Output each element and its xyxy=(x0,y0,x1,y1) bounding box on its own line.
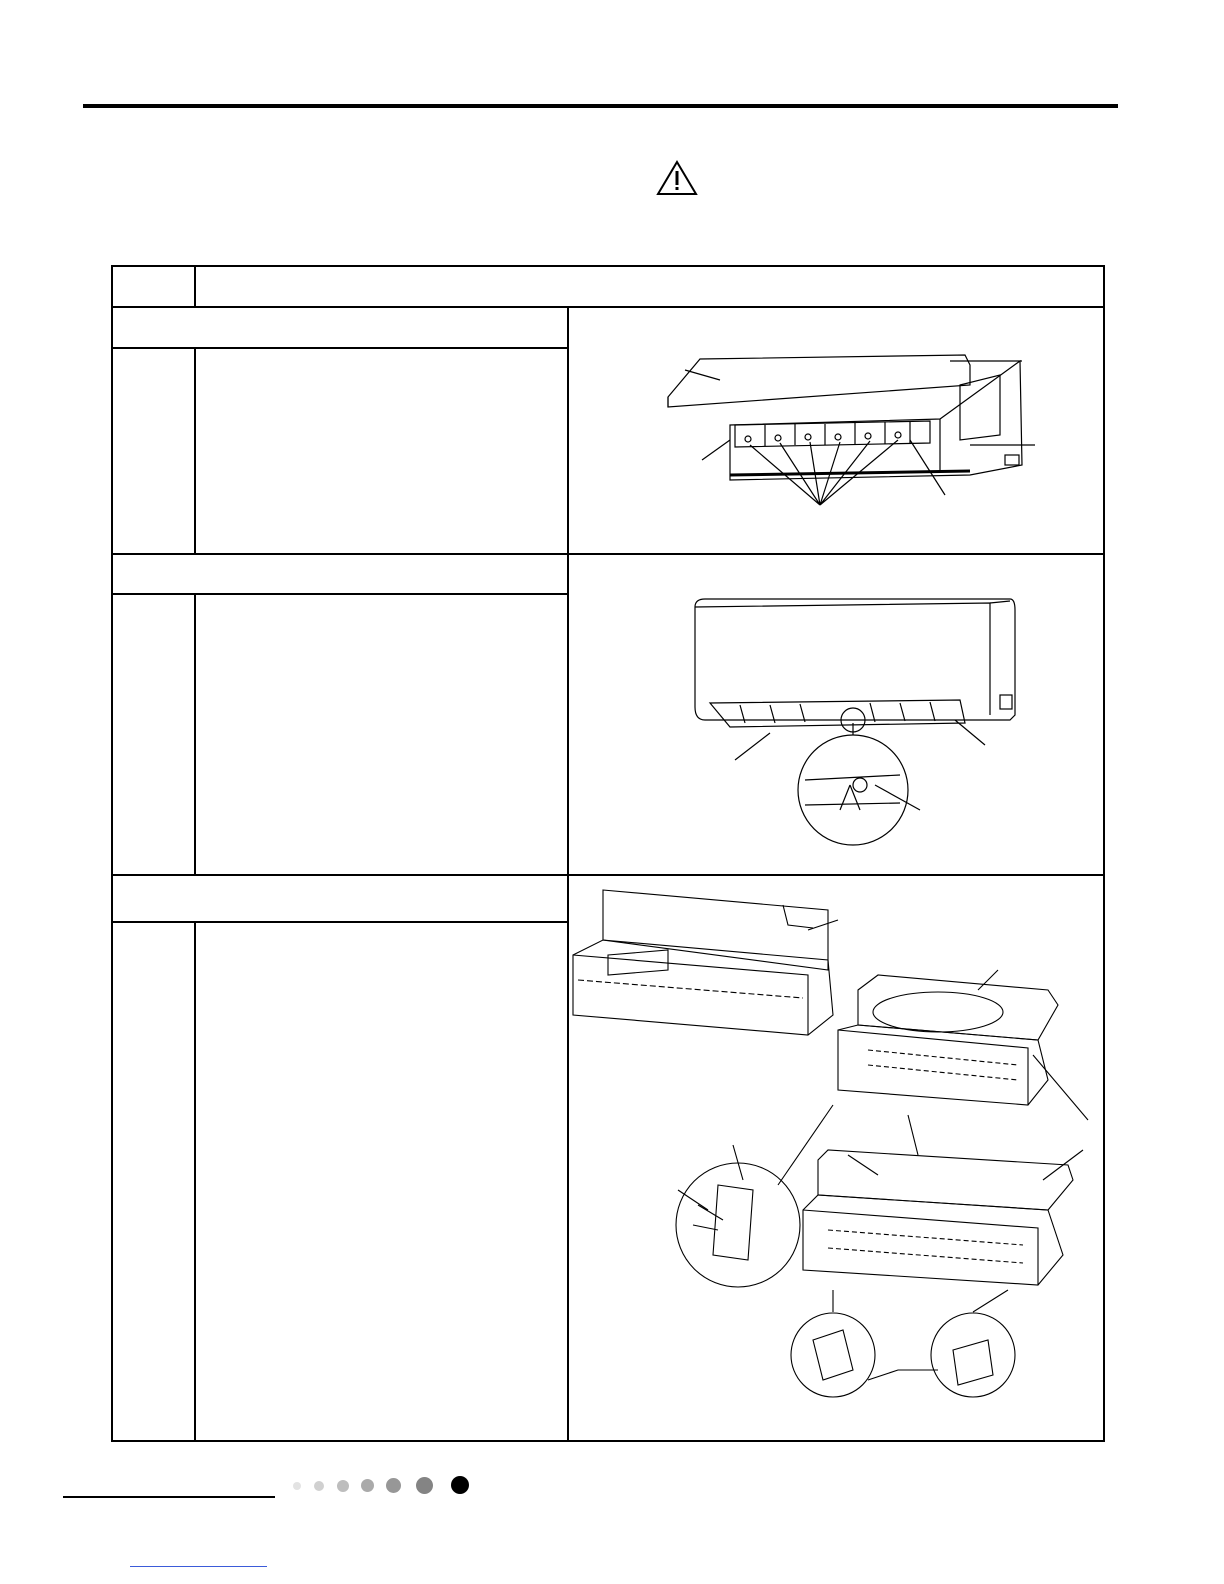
row3-title-divider xyxy=(113,921,568,923)
warning-triangle-icon xyxy=(656,160,698,196)
footer-link-underline xyxy=(130,1566,267,1567)
row3-step-divider xyxy=(194,921,196,1442)
row1-title-divider xyxy=(113,347,568,349)
page-indicator-dot xyxy=(293,1482,301,1490)
footer-rule xyxy=(63,1496,275,1498)
row1-step-divider xyxy=(194,347,196,553)
page-indicator-dot xyxy=(416,1477,433,1494)
page-indicator-dot-active xyxy=(451,1476,469,1494)
header-rule xyxy=(83,104,1118,108)
page-indicator-dot xyxy=(337,1480,349,1492)
header-divider xyxy=(113,306,1103,308)
row2-bottom xyxy=(113,874,1103,876)
row2-step-divider xyxy=(194,593,196,875)
row2-title-divider xyxy=(113,593,568,595)
row1-bottom xyxy=(113,553,1103,555)
guide-louver-figure xyxy=(690,595,1050,850)
page-indicator-dot xyxy=(361,1479,374,1492)
panel-removal-figure xyxy=(568,880,1098,1410)
header-col-divider xyxy=(194,267,196,307)
page-indicator-dot xyxy=(314,1481,324,1491)
page-indicator-dot xyxy=(386,1478,401,1493)
front-panel-open-figure xyxy=(640,345,1050,515)
